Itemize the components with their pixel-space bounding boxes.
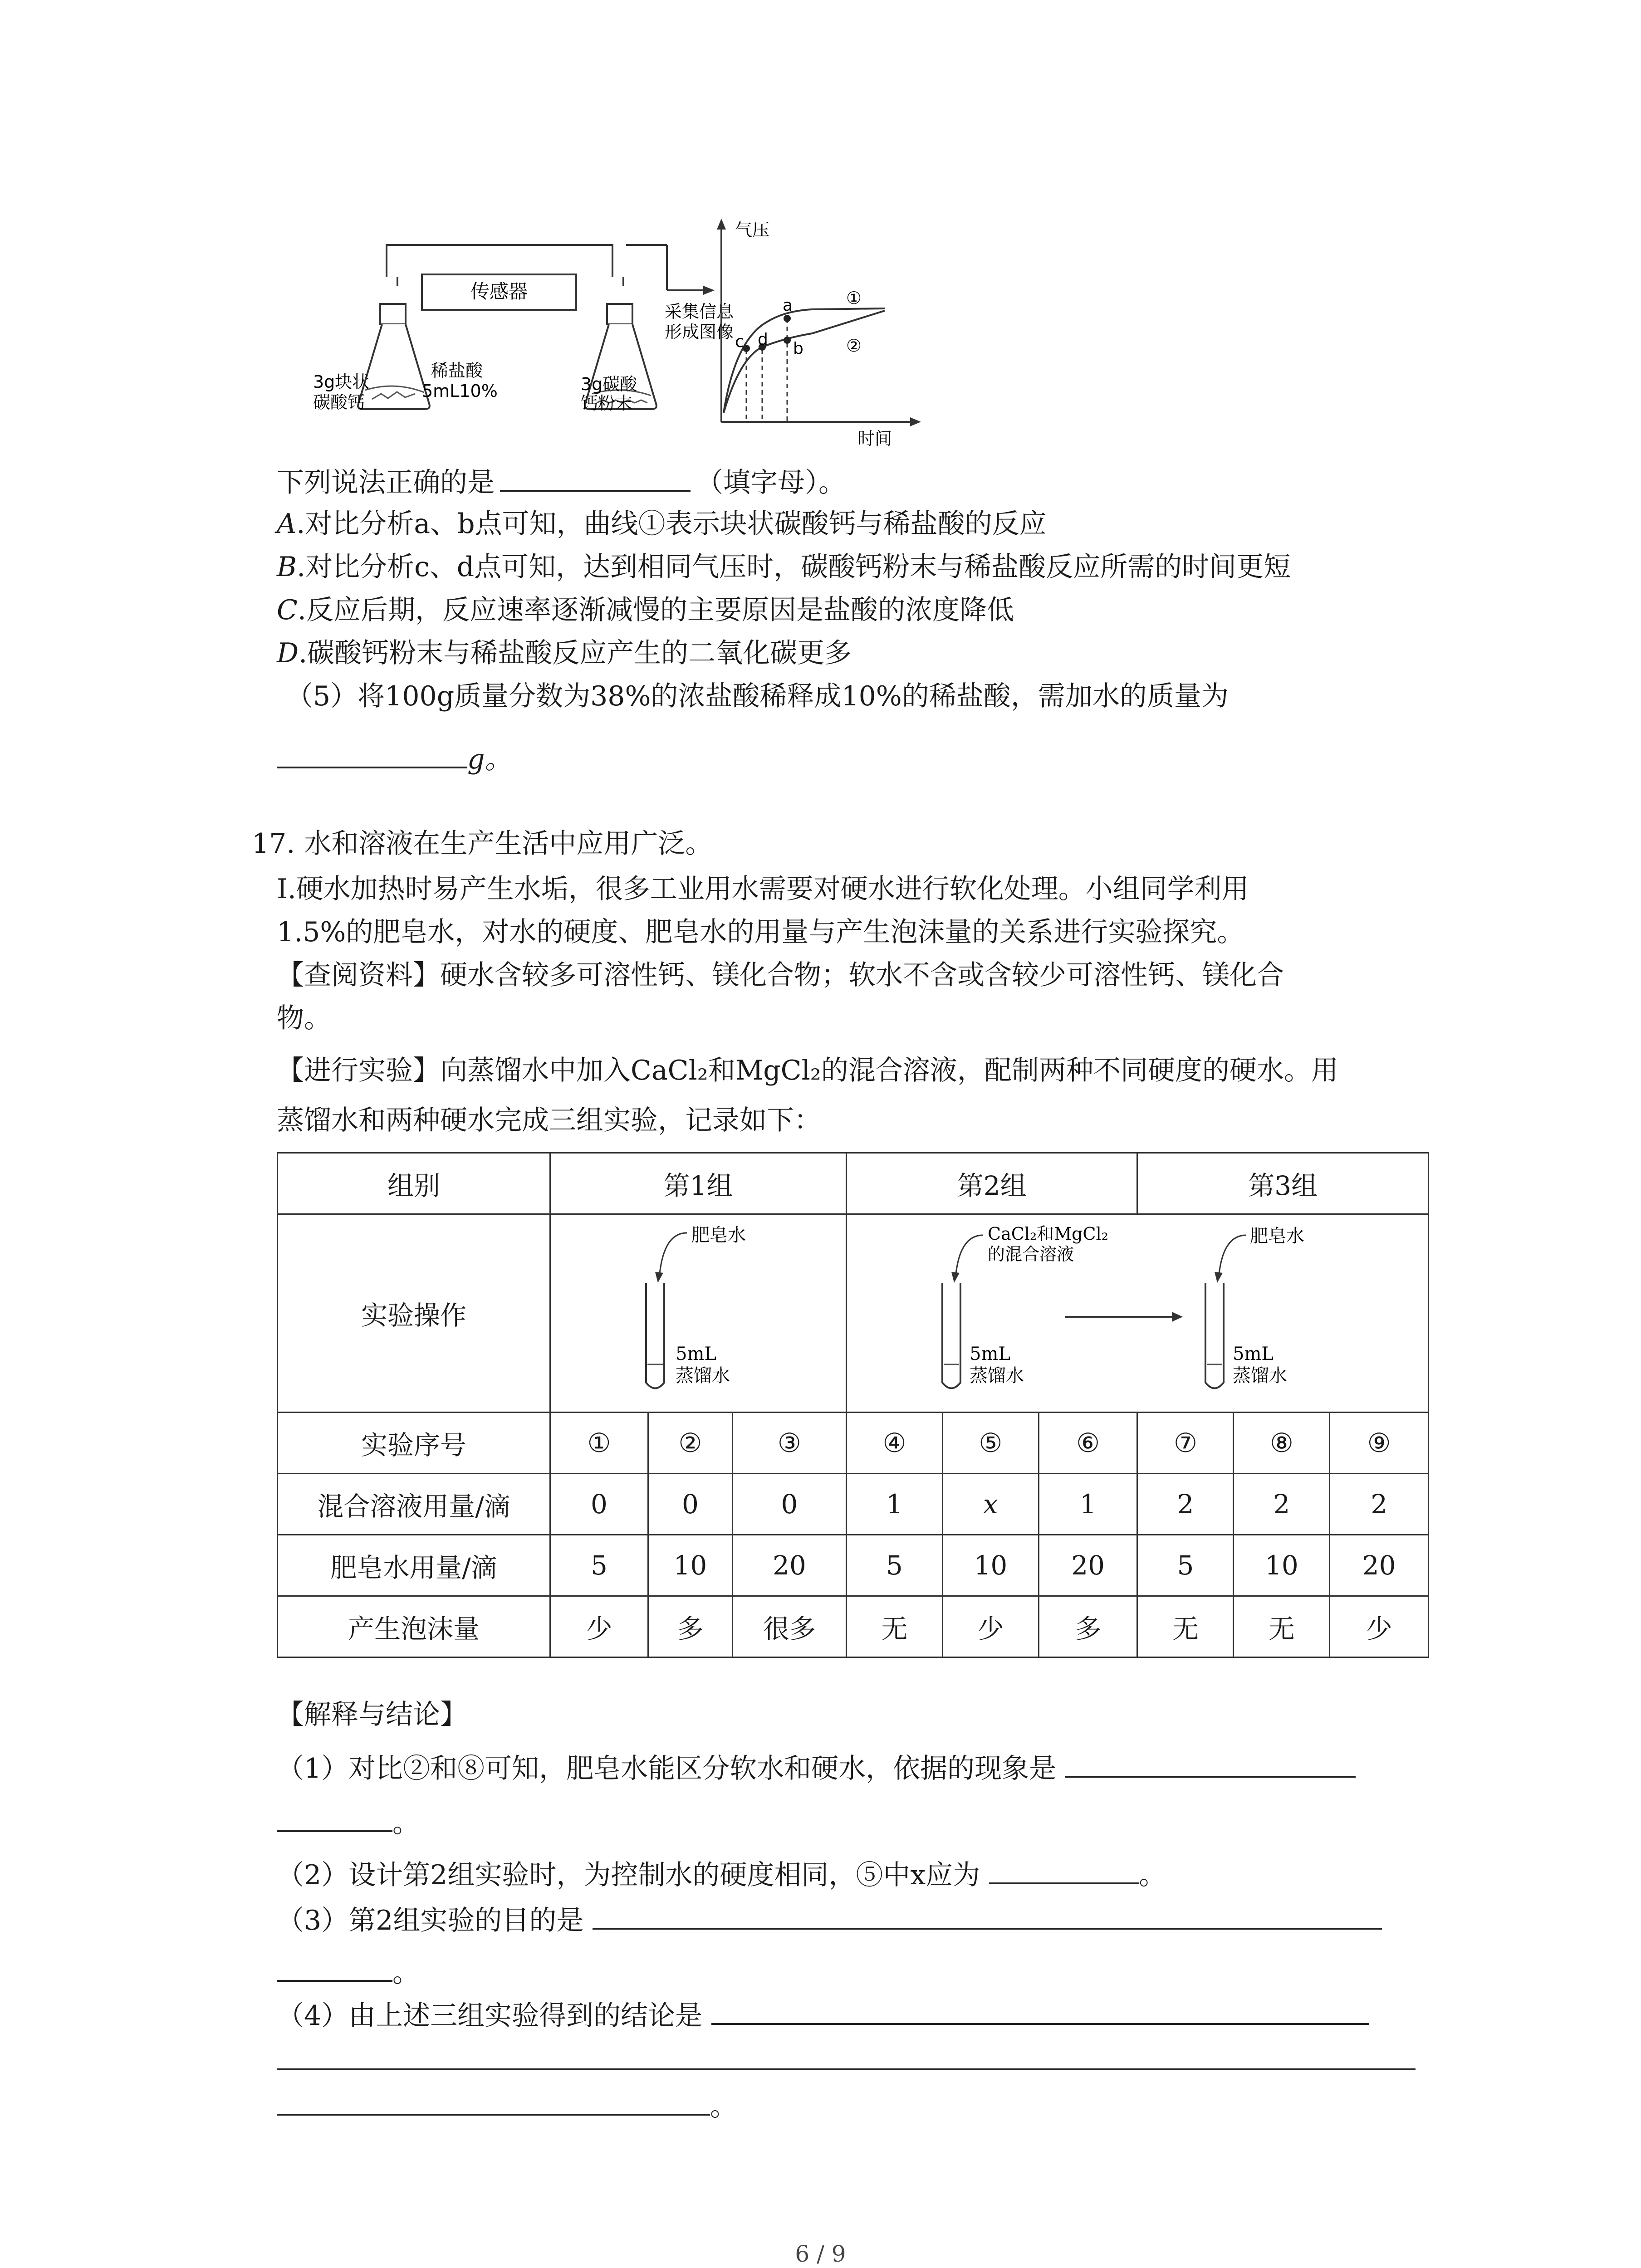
option-text: .反应后期，反应速率逐渐减慢的主要原因是盐酸的浓度降低 <box>297 594 1014 626</box>
answer-blank[interactable] <box>277 1803 392 1832</box>
table-cell: ⑤ <box>942 1413 1038 1474</box>
option-key: C <box>277 594 298 626</box>
right-flask-label: 3g碳酸 <box>581 374 637 394</box>
table-cell: 20 <box>1038 1535 1137 1596</box>
table-cell: ⑥ <box>1038 1413 1137 1474</box>
period-text: 。 <box>1139 1859 1166 1891</box>
table-cell: 10 <box>1234 1535 1330 1596</box>
conclusion-text: （4）由上述三组实验得到的结论是 <box>277 2000 703 2032</box>
mix-label: CaCl₂和MgCl₂ <box>988 1224 1108 1244</box>
volume-label: 5mL <box>970 1344 1010 1364</box>
conclusion-title: 【解释与结论】 <box>277 1699 467 1730</box>
q16-part5: （5）将100g质量分数为38%的浓盐酸稀释成10%的稀盐酸，需加水的质量为 <box>286 680 1229 712</box>
conclusion-text: （1）对比②和⑧可知，肥皂水能区分软水和硬水，依据的现象是 <box>277 1753 1057 1784</box>
option-text: .碳酸钙粉末与稀盐酸反应产生的二氧化碳更多 <box>299 637 852 669</box>
water-label: 蒸馏水 <box>1233 1365 1287 1386</box>
q17-info-1: 【查阅资料】硬水含较多可溶性钙、镁化合物；软水不含或含较少可溶性钙、镁化合 <box>277 959 1284 991</box>
table-cell: ④ <box>847 1413 943 1474</box>
apparatus-figure <box>268 213 926 449</box>
table-cell: 少 <box>1330 1596 1429 1657</box>
table-cell: ⑦ <box>1137 1413 1234 1474</box>
table-header-cell: 第3组 <box>1137 1153 1429 1214</box>
group1-operation <box>550 1214 847 1413</box>
point-c-label: c <box>735 332 744 351</box>
answer-blank[interactable] <box>989 1855 1139 1884</box>
q17-intro-2: 1.5%的肥皂水，对水的硬度、肥皂水的用量与产生泡沫量的关系进行实验探究。 <box>277 916 1244 948</box>
table-cell: 2 <box>1330 1474 1429 1535</box>
table-cell: ③ <box>732 1413 846 1474</box>
period-text: 。 <box>392 1807 420 1839</box>
option-c <box>277 592 1014 628</box>
option-text: .对比分析a、b点可知，曲线①表示块状碳酸钙与稀盐酸的反应 <box>296 508 1047 540</box>
table-cell: 0 <box>732 1474 846 1535</box>
table-header-cell: 第1组 <box>550 1153 847 1214</box>
acid-label: 稀盐酸 <box>431 361 483 381</box>
point-d-label: d <box>758 330 768 349</box>
left-flask-icon <box>358 304 430 409</box>
option-d <box>277 635 852 671</box>
conclusion-4-line2 <box>277 2041 1416 2079</box>
q17-info-2: 物。 <box>277 1002 331 1034</box>
pressure-time-graph <box>717 219 921 449</box>
option-key: D <box>277 637 299 669</box>
collect-label: 形成图像 <box>665 322 734 342</box>
period-text: 。 <box>392 1957 420 1989</box>
acid-label: 5mL10% <box>422 381 498 401</box>
water-label: 蒸馏水 <box>676 1365 730 1386</box>
table-cell: 10 <box>942 1535 1038 1596</box>
unit-text: g。 <box>467 743 512 775</box>
left-flask-label: 3g块状 <box>313 372 370 392</box>
test-tube-icon <box>942 1283 960 1388</box>
answer-blank[interactable] <box>593 1901 1382 1930</box>
table-cell: 实验操作 <box>278 1214 550 1413</box>
experiment-table <box>277 1152 1429 1658</box>
soap-label: 肥皂水 <box>1250 1226 1304 1246</box>
table-cell: ⑨ <box>1330 1413 1429 1474</box>
table-cell: 2 <box>1137 1474 1234 1535</box>
volume-label: 5mL <box>1233 1344 1274 1364</box>
point-a-label: a <box>783 296 793 315</box>
table-cell: ⑧ <box>1234 1413 1330 1474</box>
table-cell: 2 <box>1234 1474 1330 1535</box>
group23-operation <box>847 1214 1429 1413</box>
table-row <box>278 1596 1429 1657</box>
table-cell: 0 <box>648 1474 732 1535</box>
prompt-text: 下列说法正确的是 <box>277 467 495 499</box>
table-row <box>278 1413 1429 1474</box>
prompt-tail: （填字母）。 <box>696 467 846 499</box>
question-number: 17. <box>252 828 295 860</box>
table-cell: 多 <box>648 1596 732 1657</box>
table-cell: 5 <box>550 1535 648 1596</box>
mix-label: 的混合溶液 <box>988 1244 1074 1264</box>
table-cell: 少 <box>942 1596 1038 1657</box>
table-row <box>278 1535 1429 1596</box>
curve-1-label: ① <box>846 288 862 308</box>
table-row <box>278 1214 1429 1413</box>
table-row <box>278 1153 1429 1214</box>
table-cell: ① <box>550 1413 648 1474</box>
test-tube-diagram <box>847 1215 1428 1405</box>
question-title: 水和溶液在生产生活中应用广泛。 <box>304 828 713 860</box>
row-label: 肥皂水用量/滴 <box>278 1535 550 1596</box>
curve-2-label: ② <box>846 336 862 356</box>
water-label: 蒸馏水 <box>970 1365 1024 1386</box>
answer-blank[interactable] <box>277 1953 392 1982</box>
arrow-icon <box>1172 1312 1183 1322</box>
conclusion-text: （2）设计第2组实验时，为控制水的硬度相同，⑤中x应为 <box>277 1859 980 1891</box>
left-flask-label: 碳酸钙 <box>313 392 365 412</box>
row-label: 实验序号 <box>278 1413 550 1474</box>
q17-exp-2: 蒸馏水和两种硬水完成三组实验，记录如下： <box>277 1105 821 1136</box>
table-cell: 无 <box>1137 1596 1234 1657</box>
conclusion-2 <box>277 1855 1166 1893</box>
table-cell: ② <box>648 1413 732 1474</box>
answer-blank[interactable] <box>711 1996 1369 2025</box>
table-cell: 很多 <box>732 1596 846 1657</box>
answer-blank[interactable] <box>277 2087 710 2116</box>
q17-intro-1: Ⅰ.硬水加热时易产生水垢，很多工业用水需要对硬水进行软化处理。小组同学利用 <box>277 873 1249 905</box>
table-cell: 0 <box>550 1474 648 1535</box>
apparatus-diagram <box>268 213 926 449</box>
row-label: 混合溶液用量/滴 <box>278 1474 550 1535</box>
conclusion-4-line3 <box>277 2087 737 2125</box>
option-key: A <box>277 508 297 540</box>
collect-label: 采集信息 <box>665 302 734 322</box>
conclusion-text: （3）第2组实验的目的是 <box>277 1905 584 1936</box>
q17-exp-1: 【进行实验】向蒸馏水中加入CaCl₂和MgCl₂的混合溶液，配制两种不同硬度的硬水。用 <box>277 1055 1338 1086</box>
period-text: 。 <box>710 2091 737 2122</box>
row-label: 产生泡沫量 <box>278 1596 550 1657</box>
test-tube-icon <box>646 1283 664 1388</box>
option-b <box>277 549 1291 585</box>
x-axis-label: 时间 <box>857 429 892 449</box>
table-cell: 20 <box>1330 1535 1429 1596</box>
table-header-cell: 第2组 <box>847 1153 1137 1214</box>
conclusion-1 <box>277 1749 1356 1787</box>
table-cell: 10 <box>648 1535 732 1596</box>
conclusion-4 <box>277 1996 1369 2034</box>
table-row <box>278 1474 1429 1535</box>
table-cell: 1 <box>1038 1474 1137 1535</box>
soap-label: 肥皂水 <box>691 1225 746 1246</box>
conclusion-3-cont <box>277 1953 420 1991</box>
table-cell: 少 <box>550 1596 648 1657</box>
table-cell: 20 <box>732 1535 846 1596</box>
sensor-label: 传感器 <box>470 280 528 303</box>
table-cell: x <box>942 1474 1038 1535</box>
answer-blank[interactable] <box>277 739 467 768</box>
table-header-cell: 组别 <box>278 1153 550 1214</box>
point-b-label: b <box>793 339 803 358</box>
q16-part5-answer <box>277 739 512 777</box>
table-cell: 5 <box>847 1535 943 1596</box>
test-tube-diagram <box>551 1215 846 1405</box>
table-cell: 无 <box>1234 1596 1330 1657</box>
conclusion-3 <box>277 1901 1382 1939</box>
q16-prompt <box>277 463 846 501</box>
option-text: .对比分析c、d点可知，达到相同气压时，碳酸钙粉末与稀盐酸反应所需的时间更短 <box>297 551 1291 583</box>
conclusion-1-cont <box>277 1803 420 1841</box>
table-cell: 1 <box>847 1474 943 1535</box>
table-cell: 多 <box>1038 1596 1137 1657</box>
option-key: B <box>277 551 297 583</box>
test-tube-icon <box>1205 1283 1224 1388</box>
right-flask-label: 钙粉末 <box>581 393 633 413</box>
option-a <box>277 506 1047 542</box>
answer-blank[interactable] <box>500 463 691 492</box>
y-axis-label: 气压 <box>735 220 770 240</box>
q17-title <box>252 826 712 862</box>
answer-blank[interactable] <box>277 2041 1416 2070</box>
answer-blank[interactable] <box>1065 1749 1356 1778</box>
page-number: 6 / 9 <box>795 2241 846 2267</box>
table-cell: 5 <box>1137 1535 1234 1596</box>
volume-label: 5mL <box>676 1344 716 1364</box>
table-cell: 无 <box>847 1596 943 1657</box>
